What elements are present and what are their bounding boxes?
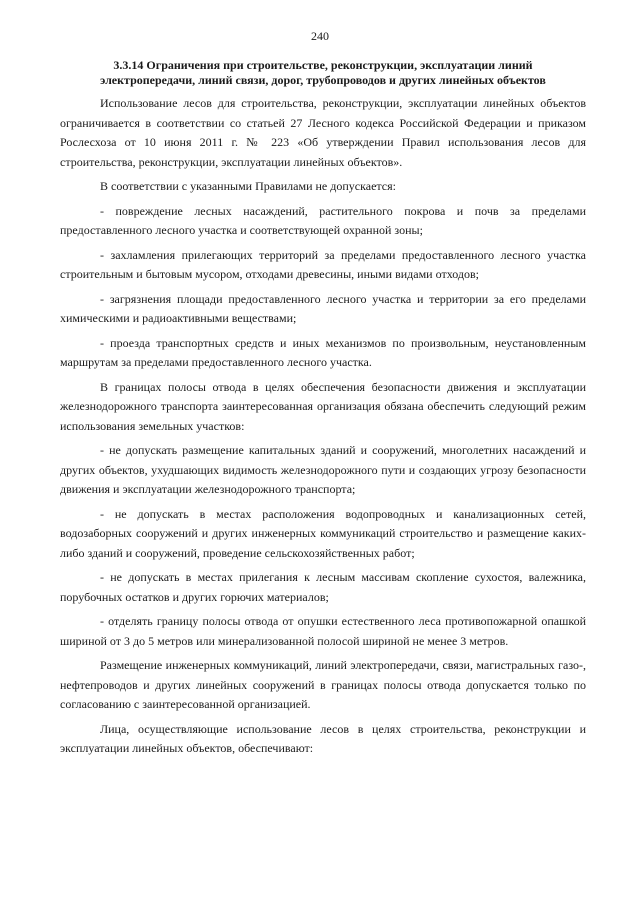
list-item: - захламления прилегающих территорий за пределами предоставленного лесного участка строительным и бытовым мусором, отходами древесины, иными видами отходов; xyxy=(60,247,586,281)
paragraph-communications: Размещение инженерных коммуникаций, линий электропередачи, связи, магистральных газо-, нефтепроводов и других линейных сооружений в границах полосы отвода допускается только по согласованию с заинтересованной организацией. xyxy=(60,658,586,711)
paragraph-intro: Использование лесов для строительства, реконструкции, эксплуатации линейных объектов ограничивается в соответствии со статьей 27 Лесного кодекса Российской Федерации и приказом Рослесхоза от 10 июня 2011 г. № 223 «Об утверждении Правил использования лесов для строительства, реконструкции, эксплуатации линейных объектов». xyxy=(60,96,586,169)
list-item: - загрязнения площади предоставленного лесного участка и территории за его пределами химическими и радиоактивными веществами; xyxy=(60,291,586,325)
section-heading xyxy=(60,58,586,88)
list-item: - повреждение лесных насаждений, растительного покрова и почв за пределами предоставленного лесного участка и соответствующей охранной зоны; xyxy=(60,203,586,237)
paragraph-railway-lead: В границах полосы отвода в целях обеспечения безопасности движения и эксплуатации железнодорожного транспорта заинтересованная организация обязана обеспечить следующий режим использования земельных участков: xyxy=(60,379,586,433)
list-item: - не допускать в местах прилегания к лесным массивам скопление сухостоя, валежника, порубочных остатков и других горючих материалов; xyxy=(60,570,586,604)
document-body xyxy=(60,94,586,764)
section-heading-line-2: электропередачи, линий связи, дорог, трубопроводов и других линейных объектов xyxy=(100,73,546,87)
paragraph-persons-lead: Лица, осуществляющие использование лесов в целях строительства, реконструкции и эксплуатации линейных объектов, обеспечивают: xyxy=(60,721,586,755)
list-item: - отделять границу полосы отвода от опушки естественного леса противопожарной опашкой шириной от 3 до 5 метров или минерализованной полосой шириной не менее 3 метров. xyxy=(60,614,586,648)
section-heading-line-1: 3.3.14 Ограничения при строительстве, реконструкции, эксплуатации линий xyxy=(113,58,533,72)
paragraph-not-allowed-lead: В соответствии с указанными Правилами не допускается: xyxy=(100,179,396,193)
list-item: - проезда транспортных средств и иных механизмов по произвольным, неустановленным маршрутам за пределами предоставленного лесного участка. xyxy=(60,335,586,369)
list-item: - не допускать в местах расположения водопроводных и канализационных сетей, водозаборных сооружений и других инженерных коммуникаций строительство и размещение каких-либо зданий и сооружений, проведение сельскохозяйственных работ; xyxy=(60,506,586,560)
page-number: 240 xyxy=(311,29,329,43)
list-item: - не допускать размещение капитальных зданий и сооружений, многолетних насаждений и других объектов, ухудшающих видимость железнодорожного пути и создающих угрозу безопасности движения и эксплуатации железнодорожного транспорта; xyxy=(60,443,586,496)
